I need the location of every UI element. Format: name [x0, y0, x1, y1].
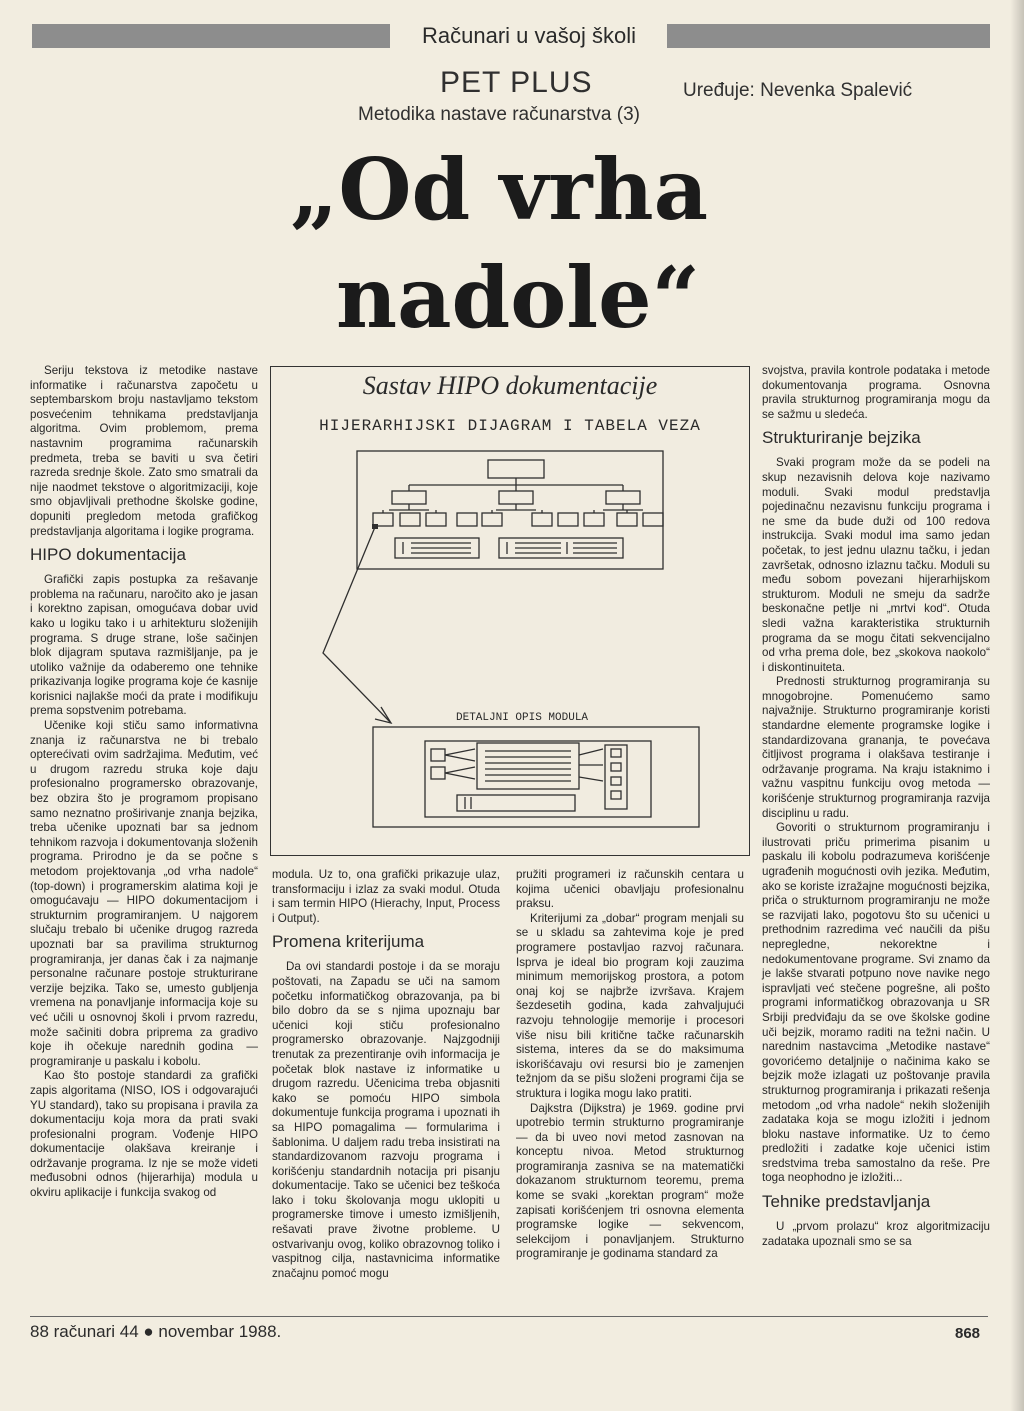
footer-divider — [30, 1316, 988, 1317]
body-paragraph: Kao što postoje standardi za grafički zapis algoritama (NISO, IOS i odgovarajući YU standard), tako su propisana i pravila za dokumentaciju koja mora da prati svaki profesionalni program. Vođenje HIPO dokumentacije olakšava kreiranje i održavanje programa. Iz nje se može videti međusobni odnos (hijerarhija) modula u okviru aplikacije i funkcija svakog od — [30, 1069, 258, 1200]
level3-box — [584, 513, 604, 526]
body-paragraph: Kriterijumi za „dobar“ program menjali su se u skladu sa zahtevima koje je pred programere postavljao razvoj računara. Isprva je ideal bio program koji zauzima minimum memorijskog prostora, a potom onaj koj se najbrže izvršava. Krajem šezdesetih godina, kada zahvaljujući razvoju tehnologije memorije i procesori više nisu bili kritične tačke računarskih sistema, interes da se do maksimuma iskorišćavaju ovi resursi bio je zamenjen težnjom da se pišu složeni programi čija se struktura i logika mogu lako pratiti. — [516, 911, 744, 1100]
level3-box — [558, 513, 578, 526]
figure-subtitle: HIJERARHIJSKI DIJAGRAM I TABELA VEZA — [319, 417, 701, 435]
page-number: 868 — [955, 1325, 981, 1342]
top-module-box — [488, 460, 544, 478]
input-box — [431, 767, 445, 779]
header-bar-left — [32, 24, 390, 48]
level3-box — [643, 513, 663, 526]
body-paragraph: Prednosti strukturnog programiranja su mnogobrojne. Pomenućemo samo najvažnije. Strukturno programiranje koristi standardne elemente programske logike i standardizovana grananja, te povećava čitljivost programa i olakšava testiranje i održavanje programa. Na kraju istaknimo i važnu vaspitnu funkciju ovog metoda — korišćenje strukturnog programiranja razvija disciplinu u radu. — [762, 675, 990, 820]
intro-paragraph: Seriju tekstova iz metodike nastave informatike i računarstva započetu u septembarskom broju nastavljamo tekstom posvećenim tehnikama predstavljanja algoritma. Ovim problemom, prema nastavnim programima računarskih predmeta, treba se baviti u sva četiri razreda srednje škole. Zato smo smatrali da nije naodmet tekstove o algoritmizaciji, koje smo objavljivali prethodne školske godine, dopuniti pregledom metoda grafičkog predstavljanja algoritama i logike programa. — [30, 364, 258, 538]
section-title: Računari u vašoj školi — [422, 23, 636, 48]
page-footer: 88 računari 44 ● novembar 1988. — [30, 1322, 282, 1341]
text-column-3 — [516, 868, 744, 1262]
header-bar-right — [667, 24, 990, 48]
headline-line-2: nadole“ — [336, 248, 700, 347]
editor-credit: Uređuje: Nevenka Spalević — [683, 80, 913, 101]
section-header — [32, 22, 990, 50]
data-file-box — [457, 795, 575, 811]
body-paragraph: U „prvom prolazu“ kroz algoritmizaciju zadataka upoznali smo se sa — [762, 1220, 990, 1248]
text-column-2 — [272, 868, 500, 1281]
process-box — [477, 743, 579, 789]
text-column-4 — [762, 364, 990, 1249]
level3-box — [426, 513, 446, 526]
headline-line-1: „Od vrha — [290, 140, 709, 239]
hipo-diagram — [271, 367, 749, 855]
section-heading-hipo: HIPO dokumentacija — [30, 545, 186, 565]
text-column-1 — [30, 364, 258, 1201]
level3-box — [532, 513, 552, 526]
article-headline — [288, 136, 758, 352]
level2-box — [499, 491, 533, 504]
level2-box — [392, 491, 426, 504]
series-title: PET PLUS — [440, 66, 593, 99]
level3-box — [617, 513, 637, 526]
section-heading-promena: Promena kriterijuma — [272, 932, 425, 952]
body-paragraph: svojstva, pravila kontrole podataka i metode dokumentovanja programa. Osnovna pravila strukturnog programiranja mogu da se sažmu u sledeća. — [762, 364, 990, 421]
body-paragraph: modula. Uz to, ona grafički prikazuje ulaz, transformaciju i izlaz za svaki modul. Otuda i sam termin HIPO (Hierachy, Input, Process i Output). — [272, 868, 500, 925]
series-subtitle: Metodika nastave računarstva (3) — [358, 104, 640, 125]
section-heading-strukturiranje: Strukturiranje bejzika — [762, 428, 921, 448]
body-paragraph: Grafički zapis postupka za rešavanje problema na računaru, naročito ako je jasan i korektno zapisan, omogućava dobar uvid kako u logiku tako i u arhitekturu složenijih programa. S druge strane, loše sačinjen blok dijagram sputava razmišljanje, pa je utoliko važnije da odaberemo one tehnike prikazivanja logike programa koje će kasnije korisnici najlakše moći da prate i modifikuju prema sopstvenim potrebama. — [30, 573, 258, 718]
hipo-figure — [270, 366, 750, 856]
figure-title: Sastav HIPO dokumentacije — [362, 371, 658, 400]
detail-panel — [373, 727, 699, 827]
body-paragraph: Dajkstra (Dijkstra) je 1969. godine prvi upotrebio termin strukturno programiranje — da bi uveo novi metod zasnovan na konceptu nivoa. Metod strukturnog programiranja zasniva se na matematički dokazanom strukturnom teoremu, prema kome se svaki „korektan program“ može zapisati korišćenjem tri osnovna elementa programske logike — sekvencom, selekcijom i ponavljanjem. Strukturno programiranje je godinama standard za — [516, 1101, 744, 1261]
level3-box — [400, 513, 420, 526]
input-box — [431, 749, 445, 761]
level2-box — [606, 491, 640, 504]
page-edge-shadow — [1010, 0, 1024, 1411]
level3-box — [482, 513, 502, 526]
body-paragraph: Svaki program može da se podeli na skup nezavisnih delova koje nazivamo moduli. Svaki modul predstavlja pojedinačnu nezavisnu funkciju programa i ne sme da bude duži od 100 redova instrukcija. Svaki modul ima samo jedan početak, to jest jednu ulaznu tačku, i jedan završetak, odnosno izlaznu tačku. Moduli su među sobom povezani hijerarhijskom strukturom. Moduli ne smeju da sadrže beskonačne petlje ni „mrtvi kod“. Otuda sledi važna karakteristika strukturnih programa da se mogu čitati sekvencijalno od vrha prema dole, bez „skokova naokolo“ i diskontinuiteta. — [762, 456, 990, 674]
body-paragraph: Učenike koji stiču samo informativna znanja iz računarstva ne bi trebalo opterećivati ovim sadržajima. Međutim, već u drugom razredu struka koje daju profesionalno programersko obrazovanje, bez obzira što je programom propisano samo neznatno proširivanje znanja bejzika, treba učenike upoznati bar sa jednom tehnikom razvoja i dokumentovanja složenih programa. Prirodno je da se počne s metodom projektovanja „od vrha nadole“ (top-down) i programerskim alatima koji je omogućavaju — HIPO dokumentacijom i strukturnim programiranjem. U najgorem slučaju trebalo bi učenike drugog razreda upoznati bar sa pravilima strukturnog programiranja, jer danas čak i za najmanje personalne računare postoje strukturirane verzije bejzika. Tako se, umesto gubljenja vremena na ponavljanje informacija koje su već učili u osnovnoj školi i prvom razredu, može sačiniti dobra priprema za gradivo koje ih očekuje narednih godina — programiranje u paskalu i kobolu. — [30, 719, 258, 1068]
figure-detail-label: DETALJNI OPIS MODULA — [456, 712, 589, 724]
body-paragraph: pružiti programeri iz računskih centara u kojima učenici obavljaju profesionalnu praksu. — [516, 868, 744, 911]
level3-box — [457, 513, 477, 526]
body-paragraph: Govoriti o strukturnom programiranju i ilustrovati priču primerima pisanim u paskalu ili kobolu podrazumeva korišćenje ugrađenih mogućnosti ovih jezika. Međutim, ako se koriste izražajne mogućnosti bejzika, priča o strukturnom programiranju ne može se razvijati lako, pogotovu što su učenici u prethodnim razredima već naučili da pišu nepregledne, nekorektne i nedokumentovane programe. Svi znamo da je lakše stvarati potpuno nove navike nego ispravljati već stečene pogrešne, ali pošto programi informatičkog obrazovanja u SR Srbiji predviđaju da se ove školske godine uči bejzik, moramo raditi na težni način. U narednim nastavcima „Metodike nastave“ govorićemo detaljnije o načinima kako se bejzik može izlagati uz poštovanje pravila strukturnog programiranja i prikazati rešenja metodom „od vrha nadole“ nekih složenijih zadataka koja se mogu izložiti i jednom bloku nastave informatike. Uz to ćemo predložiti i zadatke koje učenici istim sredstvima treba samostalno da reše. Pre toga neophodno je izložiti... — [762, 821, 990, 1185]
section-heading-tehnike: Tehnike predstavljanja — [762, 1192, 931, 1212]
body-paragraph: Da ovi standardi postoje i da se moraju poštovati, na Zapadu se uči na samom početku informatičkog obrazovanja, pa bi bilo dobro da se s njima upoznaju bar učenici koji stiču profesionalno programersko obrazovanje. Najzgodniji trenutak za prezentiranje ovih informacija je početak blok nastave iz informatike u drugom razredu. Učenicima treba objasniti kako se pomoću HIPO simbola dokumentuje funkcija programa i upoznati ih sa HIPO pomagalima — formularima i šablonima. U daljem radu treba insistirati na standardizovanom razvoju programa i korišćenju standardnih notacija pri pisanju dokumentacije. Tako se učenici bez teškoća lako i toku školovanja mogu uklopiti u programerske timove i umesto izmišljenih, rešavati prave životne probleme. U ostvarivanju ovog, koliko obrazovnog toliko i vaspitnog cilja, nastavnicima informatike značajnu pomoć mogu — [272, 960, 500, 1280]
